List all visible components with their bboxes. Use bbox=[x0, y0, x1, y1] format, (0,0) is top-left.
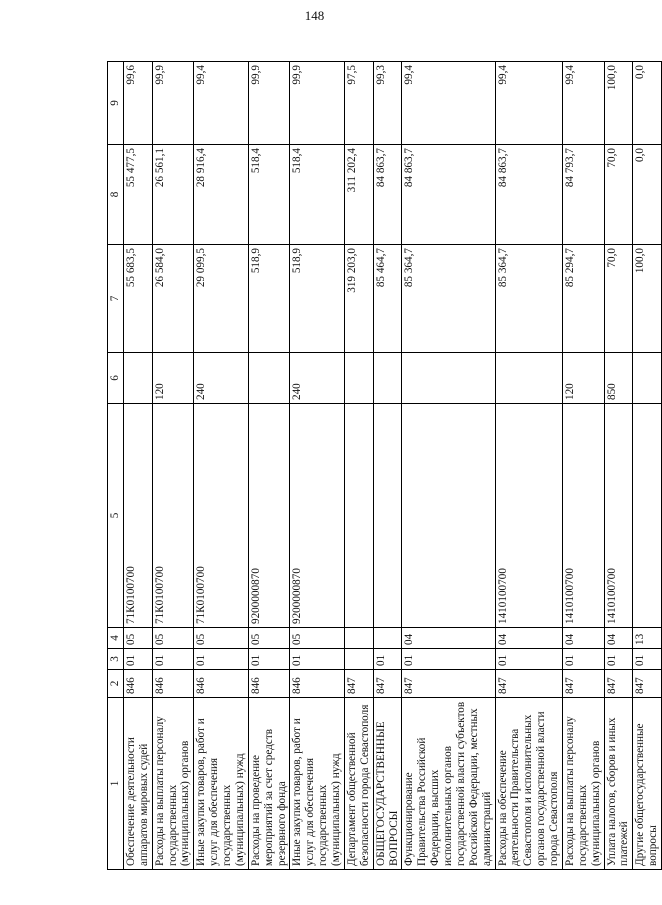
percent-cell: 99,4 bbox=[402, 62, 495, 145]
actual-cell: 28 916,4 bbox=[194, 145, 249, 245]
subsection-cell: 05 bbox=[248, 628, 290, 649]
section-cell: 01 bbox=[248, 649, 290, 670]
actual-cell: 70,0 bbox=[604, 145, 633, 245]
code-cell: 847 bbox=[402, 670, 495, 698]
type-cell bbox=[373, 353, 402, 404]
percent-cell: 99,6 bbox=[123, 62, 152, 145]
percent-cell: 99,4 bbox=[495, 62, 562, 145]
actual-cell: 26 561,1 bbox=[152, 145, 194, 245]
name-cell: Иные закупки товаров, работ и услуг для обеспечения государственных (муниципальных) нужд bbox=[290, 698, 345, 870]
table-row bbox=[604, 62, 633, 870]
target-cell: 9200000870 bbox=[248, 404, 290, 628]
name-cell: Расходы на выплаты персоналу государственных (муниципальных) органов bbox=[562, 698, 604, 870]
header-cell: 9 bbox=[108, 62, 124, 145]
subsection-cell bbox=[373, 628, 402, 649]
type-cell: 240 bbox=[290, 353, 345, 404]
code-cell: 846 bbox=[248, 670, 290, 698]
header-cell: 8 bbox=[108, 145, 124, 245]
table-header-row bbox=[108, 62, 124, 870]
rotated-table-container bbox=[107, 62, 660, 870]
section-cell: 01 bbox=[604, 649, 633, 670]
type-cell bbox=[344, 353, 373, 404]
actual-cell: 0,0 bbox=[633, 145, 662, 245]
actual-cell: 84 793,7 bbox=[562, 145, 604, 245]
type-cell bbox=[123, 353, 152, 404]
subsection-cell: 04 bbox=[495, 628, 562, 649]
type-cell bbox=[495, 353, 562, 404]
plan-cell: 85 364,7 bbox=[402, 245, 495, 353]
name-cell: Расходы на выплаты персоналу государственных (муниципальных) органов bbox=[152, 698, 194, 870]
subsection-cell: 04 bbox=[604, 628, 633, 649]
target-cell: 71К0100700 bbox=[194, 404, 249, 628]
plan-cell: 85 364,7 bbox=[495, 245, 562, 353]
target-cell bbox=[344, 404, 373, 628]
section-cell: 01 bbox=[495, 649, 562, 670]
table-row bbox=[194, 62, 249, 870]
page-number: 148 bbox=[304, 8, 325, 23]
plan-cell: 518,9 bbox=[248, 245, 290, 353]
code-cell: 846 bbox=[152, 670, 194, 698]
type-cell: 850 bbox=[604, 353, 633, 404]
actual-cell: 84 863,7 bbox=[402, 145, 495, 245]
table-row bbox=[562, 62, 604, 870]
type-cell: 240 bbox=[194, 353, 249, 404]
subsection-cell: 05 bbox=[152, 628, 194, 649]
header-cell: 2 bbox=[108, 670, 124, 698]
table-row bbox=[633, 62, 662, 870]
target-cell bbox=[402, 404, 495, 628]
code-cell: 846 bbox=[290, 670, 345, 698]
name-cell: Департамент общественной безопасности города Севастополя bbox=[344, 698, 373, 870]
percent-cell: 97,5 bbox=[344, 62, 373, 145]
code-cell: 846 bbox=[194, 670, 249, 698]
percent-cell: 99,9 bbox=[248, 62, 290, 145]
plan-cell: 70,0 bbox=[604, 245, 633, 353]
actual-cell: 84 863,7 bbox=[495, 145, 562, 245]
name-cell: Другие общегосударственные вопросы bbox=[633, 698, 662, 870]
percent-cell: 0,0 bbox=[633, 62, 662, 145]
table-row bbox=[290, 62, 345, 870]
name-cell: Расходы на проведение мероприятий за счет средств резервного фонда bbox=[248, 698, 290, 870]
header-cell: 5 bbox=[108, 404, 124, 628]
section-cell bbox=[344, 649, 373, 670]
percent-cell: 99,4 bbox=[194, 62, 249, 145]
actual-cell: 518,4 bbox=[248, 145, 290, 245]
plan-cell: 518,9 bbox=[290, 245, 345, 353]
code-cell: 847 bbox=[604, 670, 633, 698]
plan-cell: 100,0 bbox=[633, 245, 662, 353]
target-cell bbox=[373, 404, 402, 628]
name-cell: Иные закупки товаров, работ и услуг для обеспечения государственных (муниципальных) нужд bbox=[194, 698, 249, 870]
target-cell: 1410100700 bbox=[604, 404, 633, 628]
table-row bbox=[152, 62, 194, 870]
target-cell: 71К0100700 bbox=[123, 404, 152, 628]
type-cell: 120 bbox=[562, 353, 604, 404]
section-cell: 01 bbox=[402, 649, 495, 670]
actual-cell: 55 477,5 bbox=[123, 145, 152, 245]
header-cell: 6 bbox=[108, 353, 124, 404]
name-cell: Уплата налогов, сборов и иных платежей bbox=[604, 698, 633, 870]
name-cell: Расходы на обеспечение деятельности Правительства Севастополя и исполнительных органов государственной власти города Севастополя bbox=[495, 698, 562, 870]
plan-cell: 319 203,0 bbox=[344, 245, 373, 353]
header-cell: 1 bbox=[108, 698, 124, 870]
code-cell: 847 bbox=[633, 670, 662, 698]
code-cell: 847 bbox=[495, 670, 562, 698]
section-cell: 01 bbox=[373, 649, 402, 670]
subsection-cell: 04 bbox=[562, 628, 604, 649]
percent-cell: 99,9 bbox=[152, 62, 194, 145]
budget-table bbox=[107, 61, 662, 870]
name-cell: Функционирование Правительства Российской Федерации, высших исполнительных органов государственной власти субъектов Российской Федерации, местных администраций bbox=[402, 698, 495, 870]
subsection-cell: 05 bbox=[290, 628, 345, 649]
percent-cell: 99,4 bbox=[562, 62, 604, 145]
actual-cell: 311 202,4 bbox=[344, 145, 373, 245]
actual-cell: 84 863,7 bbox=[373, 145, 402, 245]
subsection-cell: 05 bbox=[194, 628, 249, 649]
header-cell: 3 bbox=[108, 649, 124, 670]
target-cell: 1410100700 bbox=[562, 404, 604, 628]
header-cell: 4 bbox=[108, 628, 124, 649]
table-row bbox=[123, 62, 152, 870]
code-cell: 846 bbox=[123, 670, 152, 698]
type-cell bbox=[402, 353, 495, 404]
subsection-cell bbox=[344, 628, 373, 649]
name-cell: ОБЩЕГОСУДАРСТВЕННЫЕ ВОПРОСЫ bbox=[373, 698, 402, 870]
percent-cell: 99,3 bbox=[373, 62, 402, 145]
target-cell: 9200000870 bbox=[290, 404, 345, 628]
type-cell bbox=[633, 353, 662, 404]
section-cell: 01 bbox=[290, 649, 345, 670]
name-cell: Обеспечение деятельности аппаратов мировых судей bbox=[123, 698, 152, 870]
section-cell: 01 bbox=[633, 649, 662, 670]
plan-cell: 29 099,5 bbox=[194, 245, 249, 353]
target-cell: 71К0100700 bbox=[152, 404, 194, 628]
section-cell: 01 bbox=[152, 649, 194, 670]
table-row bbox=[248, 62, 290, 870]
subsection-cell: 04 bbox=[402, 628, 495, 649]
percent-cell: 100,0 bbox=[604, 62, 633, 145]
rotated-table-wrapper bbox=[107, 62, 660, 870]
table-row bbox=[373, 62, 402, 870]
subsection-cell: 05 bbox=[123, 628, 152, 649]
type-cell bbox=[248, 353, 290, 404]
code-cell: 847 bbox=[562, 670, 604, 698]
section-cell: 01 bbox=[194, 649, 249, 670]
code-cell: 847 bbox=[344, 670, 373, 698]
plan-cell: 85 464,7 bbox=[373, 245, 402, 353]
table-row bbox=[402, 62, 495, 870]
actual-cell: 518,4 bbox=[290, 145, 345, 245]
target-cell: 1410100700 bbox=[495, 404, 562, 628]
plan-cell: 26 584,0 bbox=[152, 245, 194, 353]
section-cell: 01 bbox=[123, 649, 152, 670]
subsection-cell: 13 bbox=[633, 628, 662, 649]
type-cell: 120 bbox=[152, 353, 194, 404]
plan-cell: 85 294,7 bbox=[562, 245, 604, 353]
table-row bbox=[344, 62, 373, 870]
target-cell bbox=[633, 404, 662, 628]
plan-cell: 55 683,5 bbox=[123, 245, 152, 353]
table-row bbox=[495, 62, 562, 870]
header-cell: 7 bbox=[108, 245, 124, 353]
percent-cell: 99,9 bbox=[290, 62, 345, 145]
section-cell: 01 bbox=[562, 649, 604, 670]
code-cell: 847 bbox=[373, 670, 402, 698]
